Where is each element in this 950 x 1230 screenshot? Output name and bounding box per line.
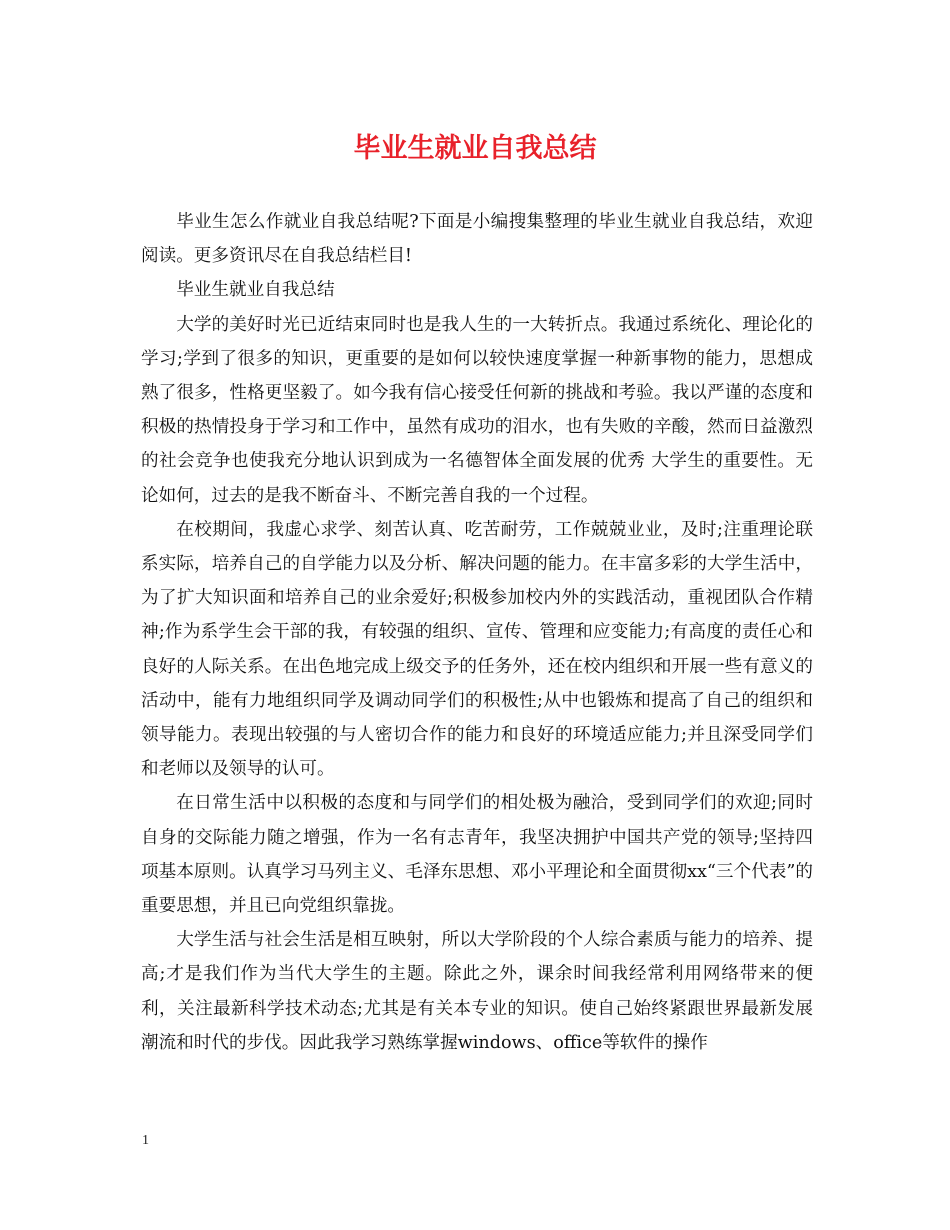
page-number: 1 <box>142 1133 149 1148</box>
intro-paragraph: 毕业生怎么作就业自我总结呢?下面是小编搜集整理的毕业生就业自我总结，欢迎阅读。更多资讯尽在自我总结栏目! <box>141 212 813 267</box>
body-paragraph: 在校期间，我虚心求学、刻苦认真、吃苦耐劳，工作兢兢业业，及时;注重理论联系实际，培养自己的自学能力以及分析、解决问题的能力。在丰富多彩的大学生活中，为了扩大知识面和培养自己的业余爱好;积极参加校内外的实践活动，重视团队合作精神;作为系学生会干部的我，有较强的组织、宣传、管理和应变能力;有高度的责任心和良好的人际关系。在出色地完成上级交予的任务外，还在校内组织和开展一些有意义的活动中，能有力地组织同学及调动同学们的积极性;从中也锻炼和提高了自己的组织和领导能力。表现出较强的与人密切合作的能力和良好的环境适应能力;并且深受同学们和老师以及领导的认可。 <box>141 519 813 780</box>
body-paragraph: 大学的美好时光已近结束同时也是我人生的一大转折点。我通过系统化、理论化的学习;学到了很多的知识，更重要的是如何以较快速度掌握一种新事物的能力，思想成熟了很多，性格更坚毅了。如今我有信心接受任何新的挑战和考验。我以严谨的态度和积极的热情投身于学习和工作中，虽然有成功的泪水，也有失败的辛酸，然而日益激烈的社会竞争也使我充分地认识到成为一名德智体全面发展的优秀 大学生的重要性。无论如何，过去的是我不断奋斗、不断完善自我的一个过程。 <box>141 314 813 506</box>
body-paragraph: 大学生活与社会生活是相互映射，所以大学阶段的个人综合素质与能力的培养、提高;才是我们作为当代大学生的主题。除此之外，课余时间我经常利用网络带来的便利，关注最新科学技术动态;尤其是有关本专业的知识。使自己始终紧跟世界最新发展潮流和时代的步伐。因此我学习熟练掌握windows、office等软件的操作 <box>141 930 813 1053</box>
document-body <box>141 205 813 1060</box>
body-paragraph: 在日常生活中以积极的态度和与同学们的相处极为融洽，受到同学们的欢迎;同时自身的交际能力随之增强，作为一名有志青年，我坚决拥护中国共产党的领导;坚持四项基本原则。认真学习马列主义、毛泽东思想、邓小平理论和全面贯彻xx“三个代表”的重要思想，并且已向党组织靠拢。 <box>141 793 813 917</box>
document-title: 毕业生就业自我总结 <box>353 133 597 164</box>
section-heading: 毕业生就业自我总结 <box>176 280 335 301</box>
